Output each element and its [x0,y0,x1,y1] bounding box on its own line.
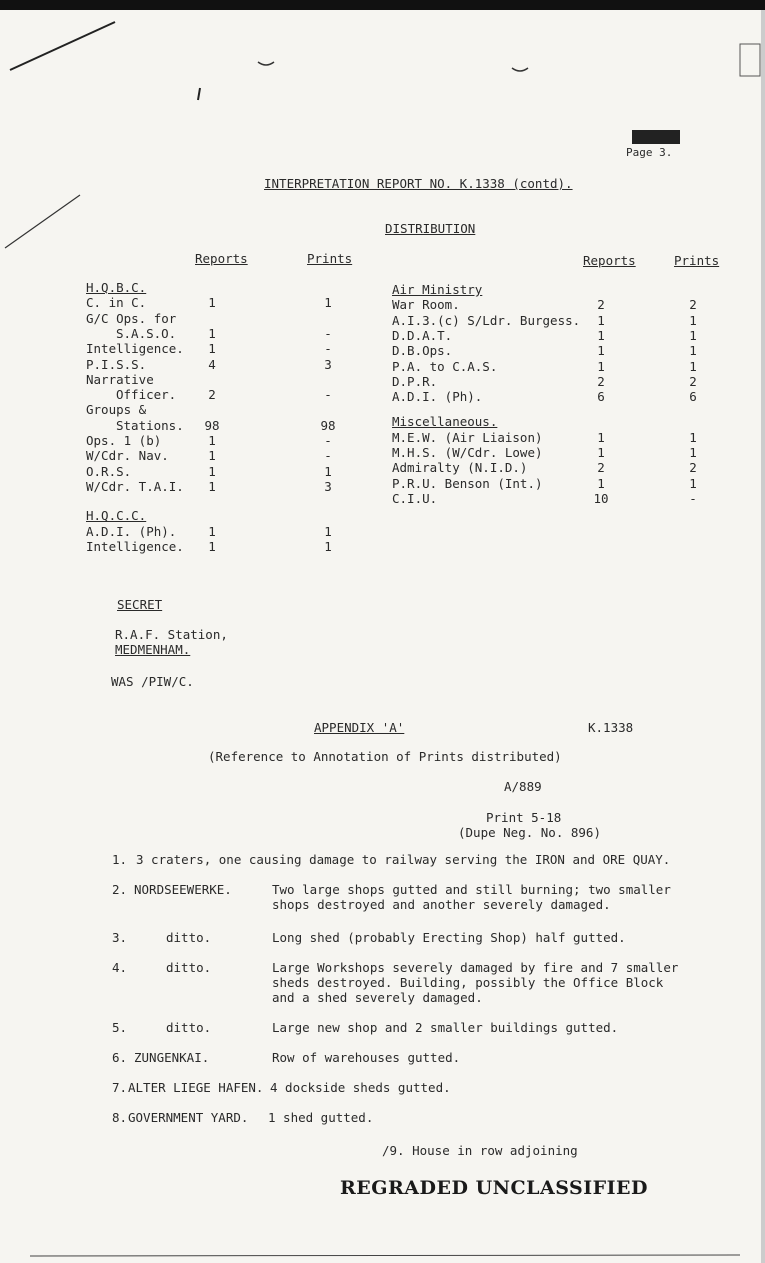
station-line-2: MEDMENHAM. [115,642,191,657]
distribution-label: War Room. [392,297,460,313]
note-number: 4. [112,960,128,975]
left-prints-header: Prints [307,251,353,266]
reports-count: 1 [597,327,605,343]
distribution-heading: DISTRIBUTION [385,221,476,236]
prints-count: 1 [689,475,697,491]
reports-count: 1 [208,478,216,494]
reports-count: 1 [208,341,216,357]
prints-count: - [324,387,332,403]
prints-count: - [324,448,332,464]
reports-count: 6 [597,389,605,405]
note-number: 5. [112,1020,128,1035]
note-place: ZUNGENKAI. [134,1050,210,1065]
reports-count: 1 [208,538,216,554]
reports-count: 1 [597,358,605,374]
prints-count: 98 [320,417,336,433]
sortie-number: A/889 [504,779,542,794]
reports-count: 4 [208,356,216,372]
distribution-label: D.B.Ops. [392,343,453,359]
distribution-label: P.R.U. Benson (Int.) [392,475,543,491]
reports-count: 2 [597,460,605,476]
dupe-neg-line: (Dupe Neg. No. 896) [458,825,601,840]
reports-count: 1 [597,343,605,359]
distribution-label: C.I.U. [392,490,438,506]
reports-count: 2 [597,373,605,389]
group-heading: H.Q.C.C. [86,508,147,524]
bottom-rule [0,1250,765,1260]
prints-count: 3 [324,478,332,494]
distribution-label: S.A.S.O. [116,325,177,341]
note-text: Row of warehouses gutted. [272,1050,461,1065]
group-heading: Miscellaneous. [392,414,498,430]
distribution-label: P.I.S.S. [86,356,147,372]
prints-count: - [689,490,697,506]
prints-count: 1 [324,523,332,539]
prints-count: 2 [689,373,697,389]
distribution-label: Intelligence. [86,538,184,554]
note-number: 8. [112,1110,128,1125]
distribution-label: Stations. [116,417,184,433]
appendix-subtitle: (Reference to Annotation of Prints distributed) [208,749,562,764]
prints-count: 1 [689,358,697,374]
appendix-title: APPENDIX 'A' [314,720,405,735]
continued-line: /9. House in row adjoining [382,1143,578,1158]
reports-count: 1 [597,312,605,328]
reports-count: 2 [208,387,216,403]
note-text: Large Workshops severely damaged by fire and 7 smaller sheds destroyed. Building, possibly the Office Block and a shed severely damaged. [272,960,679,1005]
distribution-label: Intelligence. [86,341,184,357]
note-place: ditto. [166,930,212,945]
note-number: 3. [112,930,128,945]
distribution-label: M.H.S. (W/Cdr. Lowe) [392,445,543,460]
note-place: ditto. [166,1020,212,1035]
distribution-label: Officer. [116,387,177,403]
note-text: Two large shops gutted and still burning; two smaller shops destroyed and another severely damaged. [272,882,671,912]
prints-count: 6 [689,389,697,405]
prints-count: 1 [324,463,332,479]
station-line-1: R.A.F. Station, [115,627,228,642]
prints-count: - [324,341,332,357]
right-prints-header: Prints [674,253,720,268]
scan-artifact-marks [0,0,765,260]
reports-count: 1 [208,523,216,539]
note-place: ditto. [166,960,212,975]
right-reports-header: Reports [583,253,636,268]
reference-code: WAS /PIW/C. [111,674,194,689]
reports-count: 2 [597,297,605,313]
prints-count: 1 [689,327,697,343]
distribution-label: A.D.I. (Ph). [392,389,483,405]
distribution-label: A.I.3.(c) S/Ldr. Burgess. [392,312,581,328]
distribution-label: W/Cdr. Nav. [86,448,169,464]
distribution-label: D.D.A.T. [392,327,453,343]
distribution-label: O.R.S. [86,463,132,479]
reports-count: 1 [597,475,605,491]
distribution-label: Narrative [86,371,154,387]
note-text: Long shed (probably Erecting Shop) half gutted. [272,930,626,945]
regraded-stamp: REGRADED UNCLASSIFIED [340,1177,648,1199]
group-heading: H.Q.B.C. [86,280,147,295]
group-heading: Air Ministry [392,282,483,297]
distribution-label: M.E.W. (Air Liaison) [392,429,543,445]
reports-count: 1 [208,448,216,464]
prints-count: - [324,325,332,341]
note-place: NORDSEEWERKE. [134,882,232,897]
reports-count: 1 [208,463,216,479]
report-title: INTERPRETATION REPORT NO. K.1338 (contd). [264,176,573,191]
note-number: 7. [112,1080,128,1095]
note-place: ALTER LIEGE HAFEN. [128,1080,264,1095]
distribution-label: Ops. 1 (b) [86,433,162,448]
page-label: Page 3. [626,146,673,159]
reports-count: 98 [204,417,220,433]
prints-count: - [324,433,332,448]
distribution-label: G/C Ops. for [86,310,177,326]
distribution-label: P.A. to C.A.S. [392,358,498,374]
note-text: 1 shed gutted. [268,1110,374,1125]
prints-count: 1 [324,538,332,554]
prints-count: 2 [689,460,697,476]
note-text: Large new shop and 2 smaller buildings gutted. [272,1020,619,1035]
note-place: GOVERNMENT YARD. [128,1110,249,1125]
prints-count: 1 [689,343,697,359]
prints-count: 1 [689,445,697,460]
reports-count: 1 [208,433,216,448]
reports-count: 1 [208,295,216,311]
distribution-label: Admiralty (N.I.D.) [392,460,528,476]
reports-count: 1 [597,429,605,445]
note-number: 6. [112,1050,128,1065]
distribution-label: W/Cdr. T.A.I. [86,478,184,494]
reports-count: 10 [593,490,609,506]
distribution-label: C. in C. [86,295,147,311]
distribution-label: A.D.I. (Ph). [86,523,177,539]
secret-label: SECRET [117,597,163,612]
distribution-label: Groups & [86,402,147,418]
prints-count: 2 [689,297,697,313]
note-number: 2. [112,882,128,897]
note-number: 1. [112,852,128,867]
note-text: 4 dockside sheds gutted. [270,1080,451,1095]
prints-count: 1 [689,429,697,445]
prints-count: 1 [324,295,332,311]
reports-count: 1 [208,325,216,341]
print-line: Print 5-18 [486,810,562,825]
appendix-ref: K.1338 [588,720,634,735]
prints-count: 3 [324,356,332,372]
reports-count: 1 [597,445,605,460]
note-text: 3 craters, one causing damage to railway serving the IRON and ORE QUAY. [136,852,671,867]
prints-count: 1 [689,312,697,328]
distribution-label: D.P.R. [392,373,438,389]
left-reports-header: Reports [195,251,248,266]
